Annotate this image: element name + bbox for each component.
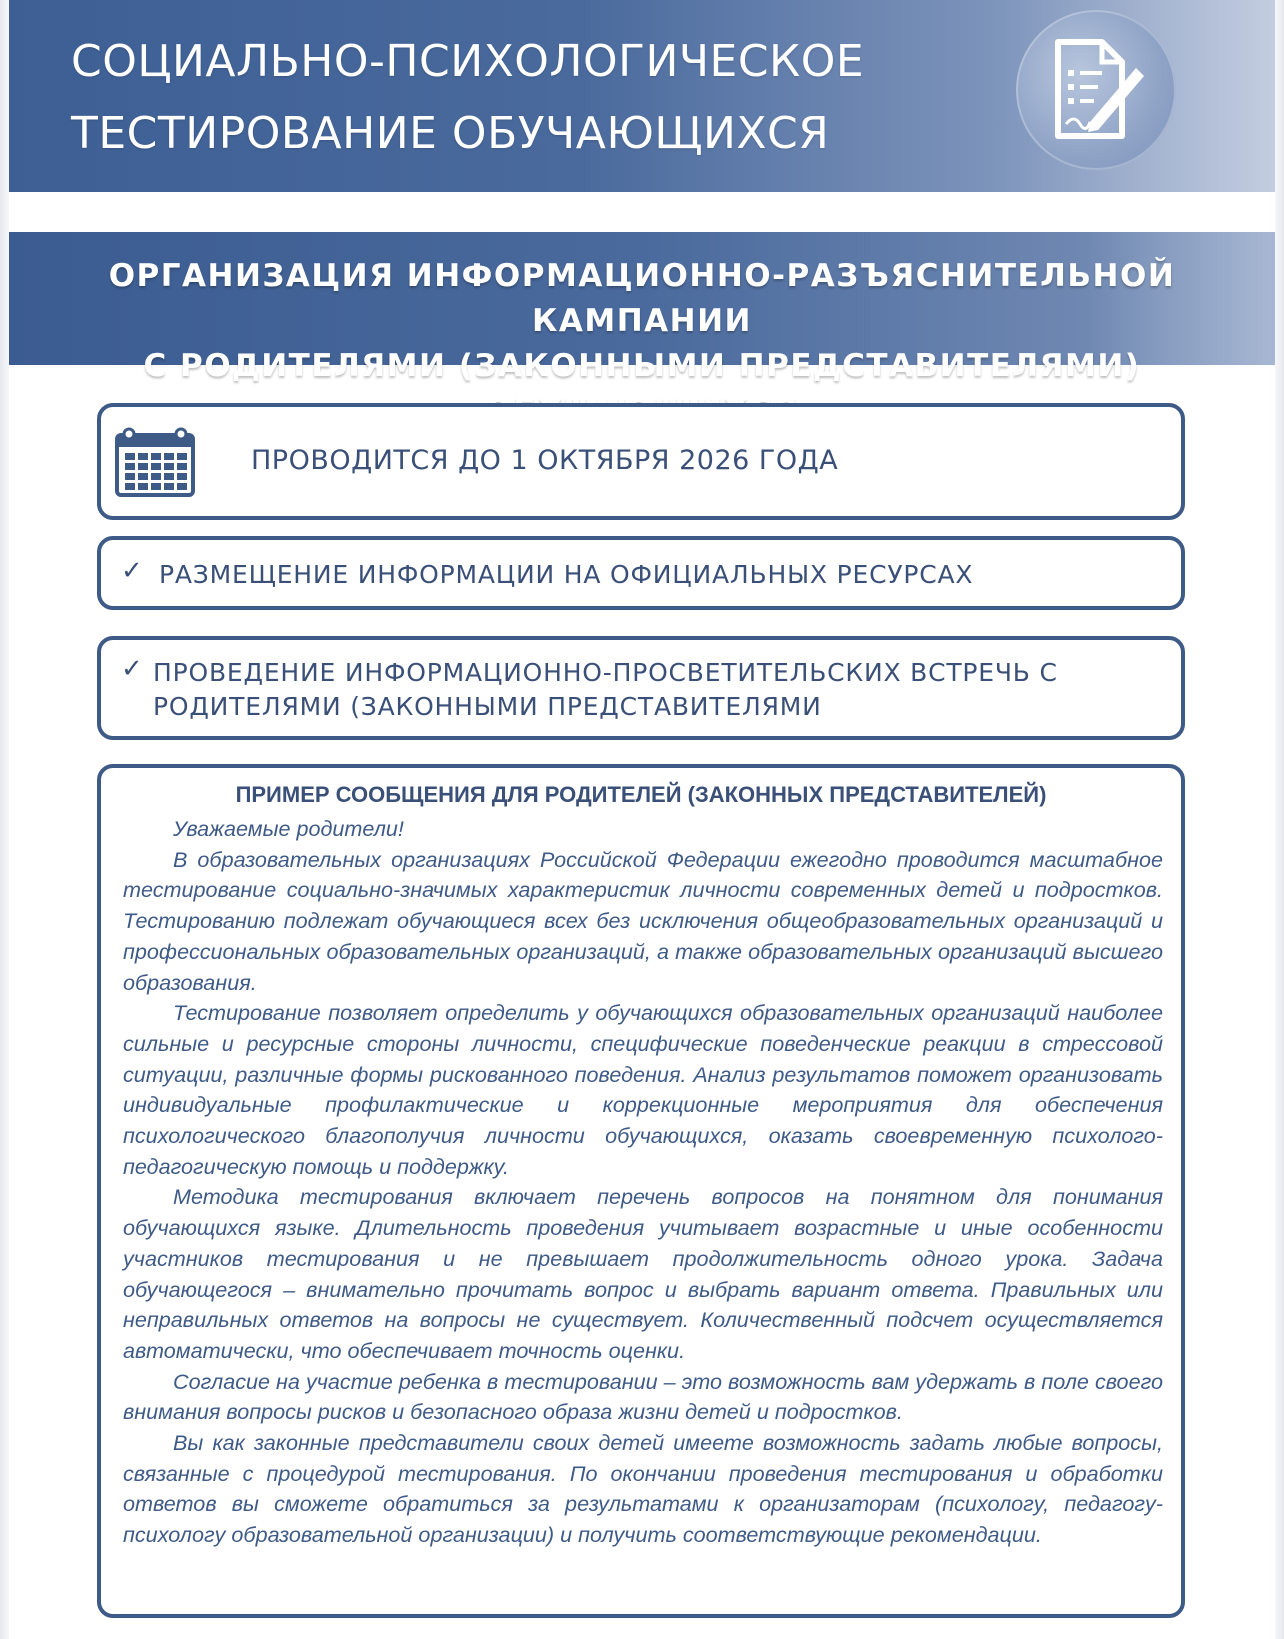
checkmark-icon: ✓ xyxy=(121,556,143,586)
schedule-box xyxy=(97,403,1185,520)
header-banner xyxy=(9,0,1275,192)
message-box xyxy=(97,764,1185,1618)
schedule-text: ПРОВОДИТСЯ ДО 1 ОКТЯБРЯ 2026 ГОДА xyxy=(251,445,839,476)
message-paragraph: Тестирование позволяет определить у обучающихся образовательных организаций наиболее сильные и ресурсные стороны личности, специфические поведенческие реакции в стрессовой ситуации, различные формы рискованного поведения. Анализ результатов поможет организовать индивидуальные профилактические и коррекционные мероприятия для обеспечения психологического благополучия личности обучающихся, оказать своевременную психолого-педагогическую помощь и поддержку. xyxy=(123,1000,1163,1179)
section-banner xyxy=(9,232,1275,384)
message-body xyxy=(123,814,1163,1551)
message-title: ПРИМЕР СООБЩЕНИЯ ДЛЯ РОДИТЕЛЕЙ (ЗАКОННЫХ ПРЕДСТАВИТЕЛЕЙ) xyxy=(235,782,1047,807)
message-paragraph: Согласие на участие ребенка в тестировании – это возможность вам удержать в поле своего внимания вопросы рисков и безопасного образа жизни детей и подростков. xyxy=(123,1368,1163,1425)
message-paragraph: В образовательных организациях Российской Федерации ежегодно проводится масштабное тестирование социально-значимых характеристик личности современных детей и подростков. Тестированию подлежат обучающиеся всех без исключения общеобразовательных организаций и профессиональных образовательных организаций, а также образовательных организаций высшего образования. xyxy=(123,846,1163,995)
item-box-meetings xyxy=(97,636,1185,740)
item-text-resources: РАЗМЕЩЕНИЕ ИНФОРМАЦИИ НА ОФИЦИАЛЬНЫХ РЕСУРСАХ xyxy=(159,560,974,589)
message-greeting: Уважаемые родители! xyxy=(173,816,404,841)
page-edge-right xyxy=(1275,0,1284,1639)
document-signature-icon xyxy=(1016,10,1176,170)
message-paragraph: Методика тестирования включает перечень вопросов на понятном для понимания обучающихся языке. Длительность проведения учитывает возрастные и иные особенности участников тестирования и не превышает продолжительность одного урока. Задача обучающегося – внимательно прочитать вопрос и выбрать вариант ответа. Правильных или неправильных ответов на вопросы не существует. Количественный подсчет осуществляется автоматически, что обеспечивает точность оценки. xyxy=(123,1184,1163,1363)
header-title: СОЦИАЛЬНО-ПСИХОЛОГИЧЕСКОЕ ТЕСТИРОВАНИЕ ОБУЧАЮЩИХСЯ xyxy=(71,36,865,159)
calendar-icon xyxy=(113,425,197,503)
section-title: ОРГАНИЗАЦИЯ ИНФОРМАЦИОННО-РАЗЪЯСНИТЕЛЬНОЙ КАМПАНИИ С РОДИТЕЛЯМИ (ЗАКОННЫМИ ПРЕДСТАВИТЕЛЯМИ) xyxy=(108,258,1176,384)
message-paragraph: Вы как законные представители своих детей имеете возможность задать любые вопросы, связанные с процедурой тестирования. По окончании проведения тестирования и обработки ответов вы сможете обратиться за результатами к организаторам (психологу, педагогу-психологу образовательной организации) и получить соответствующие рекомендации. xyxy=(123,1430,1163,1548)
page-edge-left xyxy=(0,0,9,1639)
checkmark-icon: ✓ xyxy=(121,654,143,684)
item-text-meetings: ПРОВЕДЕНИЕ ИНФОРМАЦИОННО-ПРОСВЕТИТЕЛЬСКИХ ВСТРЕЧЬ С РОДИТЕЛЯМИ (ЗАКОННЫМИ ПРЕДСТАВИТЕЛЯМИ xyxy=(153,658,1058,721)
item-box-resources xyxy=(97,536,1185,610)
